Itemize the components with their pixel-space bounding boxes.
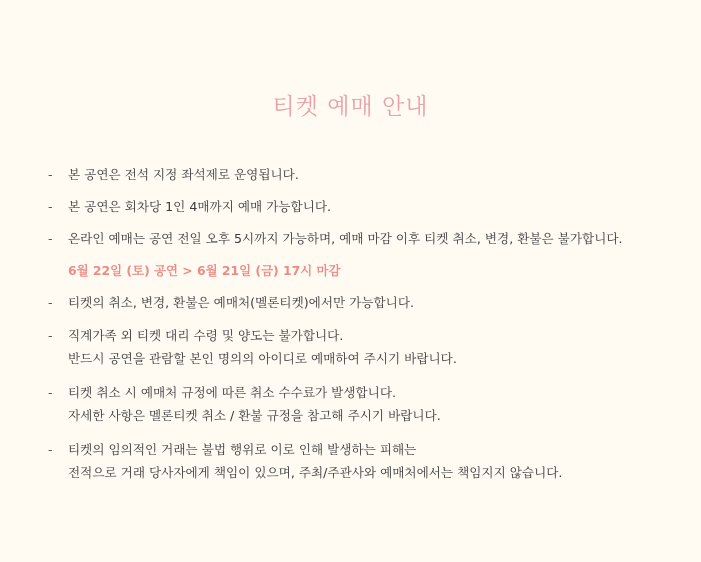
notice-text: 본 공연은 회차당 1인 4매까지 예매 가능합니다.	[68, 199, 332, 214]
bullet-dash: -	[48, 295, 53, 310]
bullet-dash: -	[48, 385, 53, 400]
page-title: 티켓 예매 안내	[272, 94, 429, 121]
bullet-dash: -	[48, 167, 53, 182]
notice-text: 티켓의 임의적인 거래는 불법 행위로 이로 인해 발생하는 피해는	[68, 442, 417, 457]
notice-text: 온라인 예매는 공연 전일 오후 5시까지 가능하며, 예매 마감 이후 티켓 취소, 변경, 환불은 불가합니다.	[68, 231, 623, 246]
notice-text: 티켓의 취소, 변경, 환불은 예매처(멜론티켓)에서만 가능합니다.	[68, 295, 414, 310]
notice-text: 티켓 취소 시 예매처 규정에 따른 취소 수수료가 발생합니다.	[68, 385, 397, 400]
notice-text: 본 공연은 전석 지정 좌석제로 운영됩니다.	[68, 167, 299, 182]
bullet-dash: -	[48, 442, 53, 457]
bullet-dash: -	[48, 328, 53, 343]
notice-text-continued: 반드시 공연을 관람할 본인 명의의 아이디로 예매하여 주시기 바랍니다.	[68, 351, 457, 366]
bullet-dash: -	[48, 199, 53, 214]
notice-text: 직계가족 외 티켓 대리 수령 및 양도는 불가합니다.	[68, 328, 344, 343]
deadline-highlight-text: 6월 22일 (토) 공연 > 6월 21일 (금) 17시 마감	[68, 263, 341, 278]
bullet-dash: -	[48, 231, 53, 246]
notice-text-continued: 자세한 사항은 멜론티켓 취소 / 환불 규정을 참고해 주시기 바랍니다.	[68, 408, 441, 423]
notice-text-continued: 전적으로 거래 당사자에게 책임이 있으며, 주최/주관사와 예매처에서는 책임지지 않습니다.	[68, 465, 563, 480]
